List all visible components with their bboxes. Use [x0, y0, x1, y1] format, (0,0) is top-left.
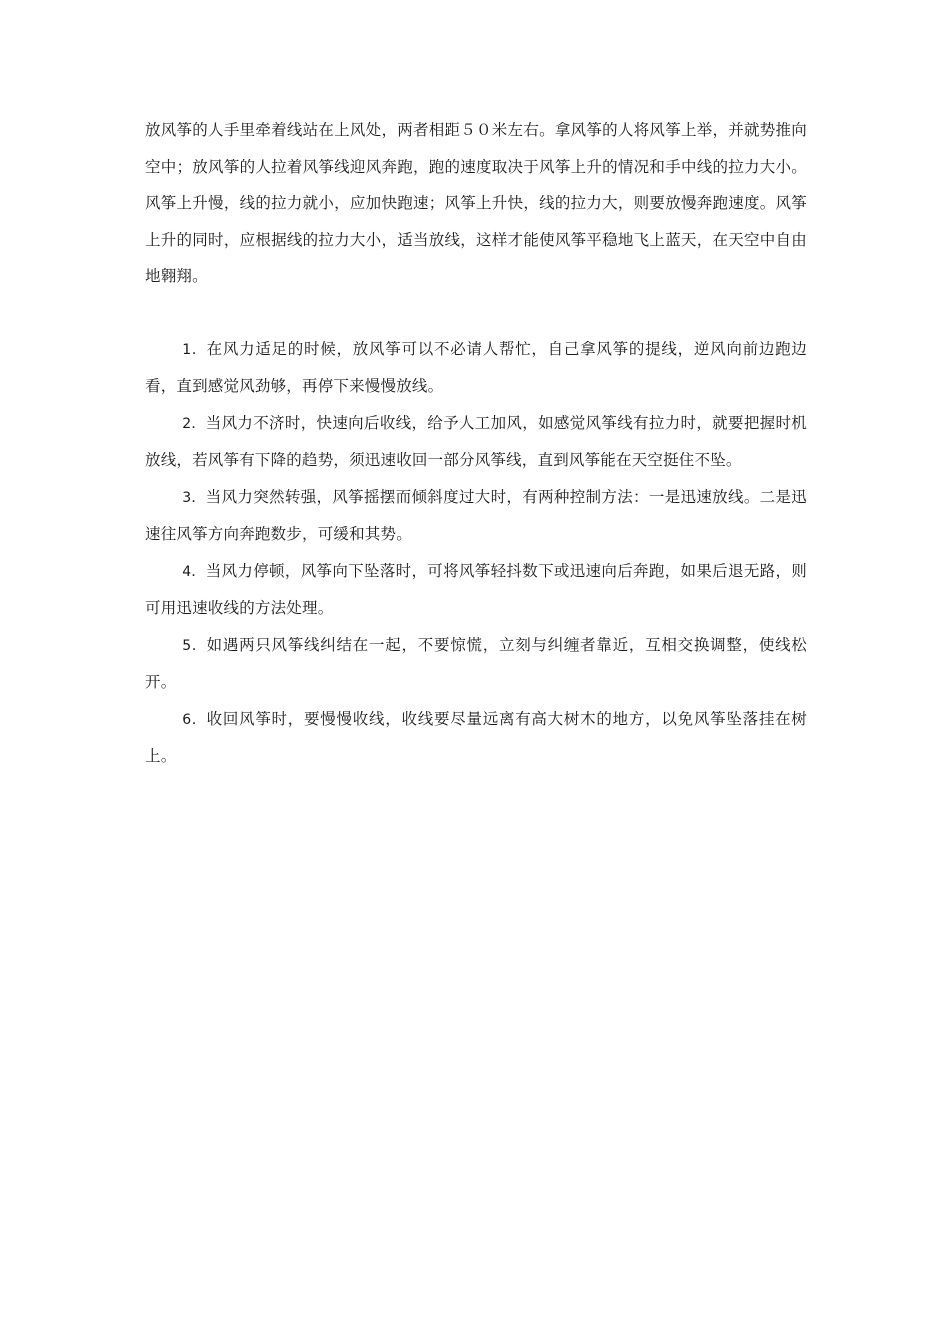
tip-item-5 — [145, 627, 807, 701]
tip-text: 如遇两只风筝线纠结在一起，不要惊慌，立刻与纠缠者靠近，互相交换调整，使线松开。 — [145, 635, 808, 691]
tip-text: 收回风筝时，要慢慢收线，收线要尽量远离有高大树木的地方，以免风筝坠落挂在树上。 — [145, 709, 808, 765]
tip-number: 3． — [182, 489, 206, 506]
tip-number: 6． — [182, 711, 207, 728]
intro-paragraph: 放风筝的人手里牵着线站在上风处，两者相距５０米左右。拿风筝的人将风筝上举，并就势推向空中；放风筝的人拉着风筝线迎风奔跑，跑的速度取决于风筝上升的情况和手中线的拉力大小。风筝上升慢，线的拉力就小，应加快跑速；风筝上升快，线的拉力大，则要放慢奔跑速度。风筝上升的同时，应根据线的拉力大小，适当放线，这样才能使风筝平稳地飞上蓝天，在天空中自由地翱翔。 — [145, 121, 807, 285]
tip-number: 2． — [182, 415, 206, 432]
tip-number: 5． — [182, 637, 207, 654]
tip-number: 4． — [182, 563, 206, 580]
document-body — [145, 112, 807, 775]
tip-number: 1． — [182, 341, 207, 358]
tip-text: 在风力适足的时候，放风筝可以不必请人帮忙，自己拿风筝的提线，逆风向前边跑边看，直到感觉风劲够，再停下来慢慢放线。 — [145, 339, 808, 395]
tip-text: 当风力不济时，快速向后收线，给予人工加风，如感觉风筝线有拉力时，就要把握时机放线，若风筝有下降的趋势，须迅速收回一部分风筝线，直到风筝能在天空挺住不坠。 — [145, 413, 807, 469]
tip-text: 当风力停顿，风筝向下坠落时，可将风筝轻抖数下或迅速向后奔跑，如果后退无路，则可用迅速收线的方法处理。 — [145, 561, 807, 617]
tip-item-6 — [145, 701, 807, 775]
tip-item-1 — [145, 331, 807, 405]
tip-item-2 — [145, 405, 807, 479]
tip-item-3 — [145, 479, 807, 553]
tip-text: 当风力突然转强，风筝摇摆而倾斜度过大时，有两种控制方法：一是迅速放线。二是迅速往风筝方向奔跑数步，可缓和其势。 — [145, 487, 807, 543]
tip-item-4 — [145, 553, 807, 627]
